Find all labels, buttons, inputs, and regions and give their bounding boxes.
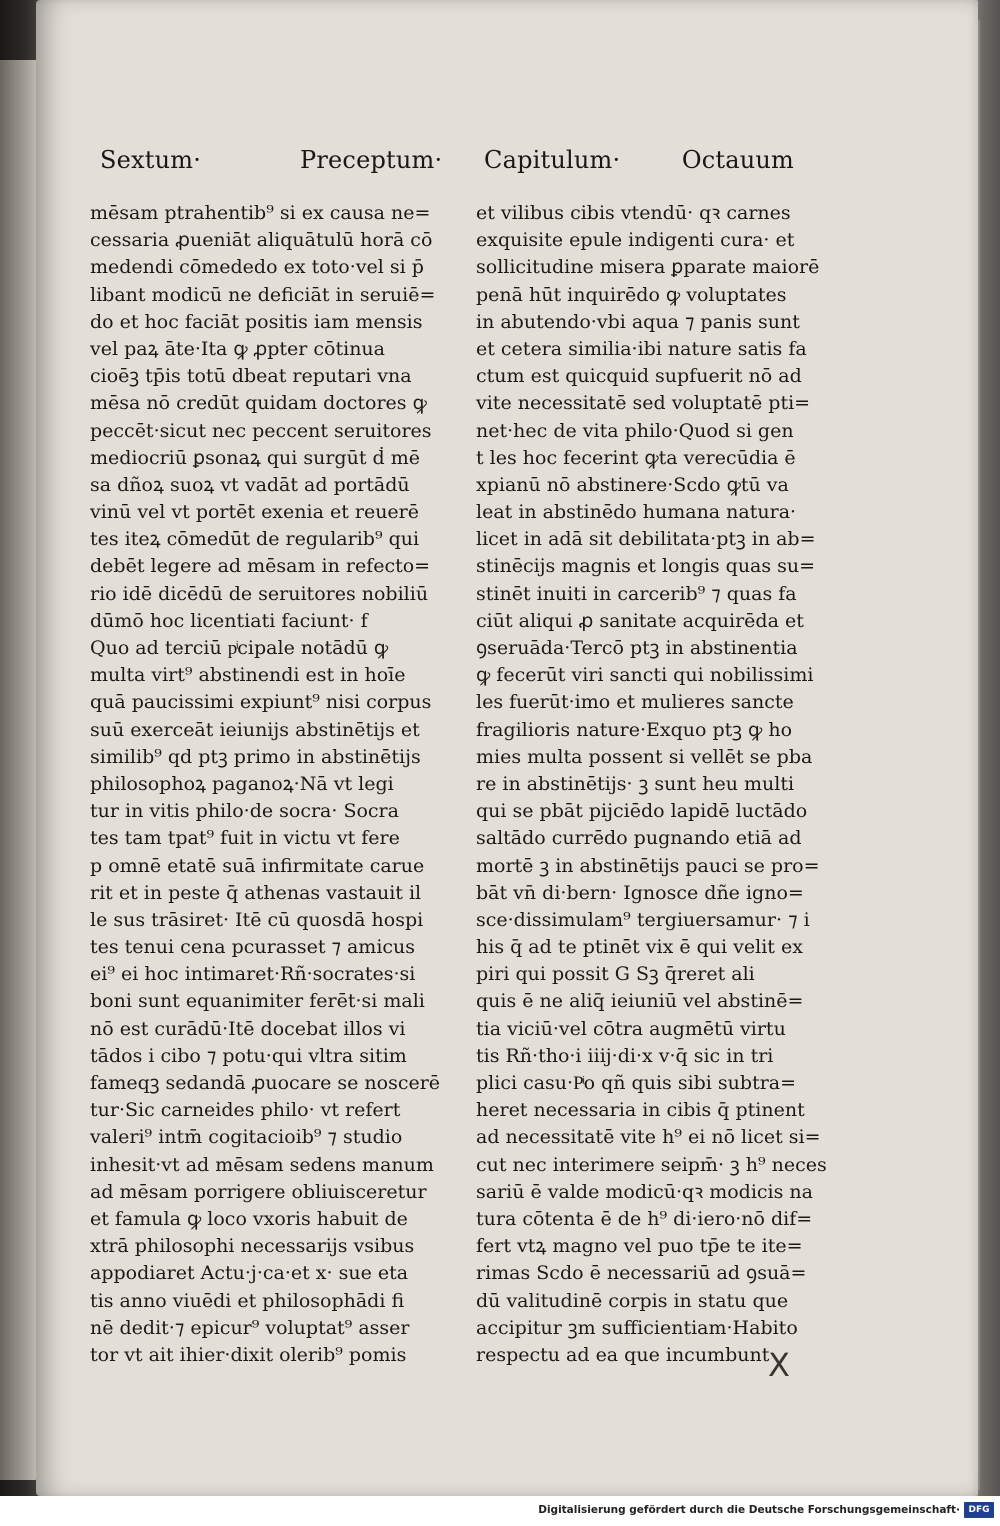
text-line: suū exerceāt ieiunijs abstinētijs et [90,718,420,741]
text-line: tādos i cibo ⁊ potu·qui vltra sitim [90,1044,407,1067]
text-line: qui se pbāt pijciēdo lapidē luctādo [476,800,808,823]
text-line: sce·dissimulam⁹ tergiuersamur· ⁊ i [476,908,810,931]
text-line: nē dedit·⁊ epicur⁹ voluptat⁹ asser [90,1316,410,1339]
text-line: licet in adā sit debilitata·ptꝫ in ab= [476,528,816,551]
text-line: fert vtꝝ magno vel puo tp̄e te ite= [476,1235,803,1258]
text-line: xpianū nō abstinere·Scdo ꝙtū va [476,473,789,496]
text-line: mēsam ptrahentib⁹ si ex causa ne= [90,202,431,224]
running-header-right [484,146,794,186]
text-line: libant modicū ne deficiāt in seruiē= [90,283,436,306]
text-line: plici casu·Pͥo qñ quis sibi subtra= [476,1072,797,1094]
text-line: similib⁹ qd ptꝫ primo in abstinētijs [90,745,421,768]
text-line: re in abstinētijs· ꝫ sunt heu multi [476,772,795,795]
text-line: et famula ꝙ loco vxoris habuit de [90,1207,408,1230]
text-line: vite necessitatē sed voluptatē pti= [476,392,811,415]
text-line: mēsa nō credūt quidam doctores ꝙ [90,392,427,415]
text-column-left [90,200,441,1369]
text-line: rit et in peste q̄ athenas vastauit il [90,881,422,904]
text-line: rimas Scdo ē necessariū ad ꝯsuā= [476,1262,807,1285]
text-line: sa dñoꝝ suoꝝ vt vadāt ad portādū [90,473,410,496]
text-line: boni sunt equanimiter ferēt·si mali [90,990,425,1013]
text-line: penā hūt inquirēdo ꝙ voluptates [476,283,787,306]
text-line: tes iteꝝ cōmedūt de regularib⁹ qui [90,528,420,551]
text-line: heret necessaria in cibis q̄ ptinent [476,1099,805,1122]
text-line: p omnē etatē suā infirmitate carue [90,854,425,877]
text-line: net·hec de vita philo·Quod si gen [476,419,794,442]
text-line: stinēt inuiti in carcerib⁹ ⁊ quas fa [476,582,797,605]
text-line: debēt legere ad mēsam in refecto= [90,555,431,578]
text-column-right [476,200,827,1369]
dfg-logo: DFG [964,1502,994,1518]
header-octauum: Octauum [681,146,794,174]
text-line: saltādo currēdo pugnando etiā ad [476,827,802,850]
text-line: multa virt⁹ abstinendi est in hoīe [90,664,406,687]
text-line: medendi cōmededo ex toto·vel si p̄ [90,256,424,279]
text-line: ciūt aliqui ꝓ sanitate acquirēda et [476,609,804,632]
text-line: nō est curādū·Itē docebat illos vi [90,1017,406,1040]
text-line: leat in abstinēdo humana natura· [476,501,797,524]
text-line: ꝯseruāda·Tercō ptꝫ in abstinentia [476,637,798,659]
text-line: tur in vitis philo·de socra· Socra [90,800,399,823]
digitization-footer [0,1496,1000,1526]
text-line: les fuerūt·imo et mulieres sancte [476,691,794,714]
text-line: cessaria ꝓueniāt aliquātulū horā cō [90,229,433,252]
signature-mark: X [768,1346,790,1384]
text-line: valeri⁹ intm̄ cogitacioib⁹ ⁊ studio [90,1126,403,1149]
text-line: tor vt ait ihier·dixit olerib⁹ pomis [90,1343,407,1366]
text-line: tur·Sic carneides philo· vt refert [90,1099,401,1122]
text-line: tis anno viuēdi et philosophādi fi [90,1289,405,1312]
text-line: dū valitudinē corpis in statu que [476,1289,789,1312]
text-line: xtrā philosophi necessarijs vsibus [90,1235,415,1258]
funding-notice: Digitalisierung gefördert durch die Deutsche Forschungsgemeinschaft· [538,1504,960,1516]
facing-page-sliver [0,60,40,1480]
running-header-left [100,146,443,186]
text-line: tura cōtenta ē de h⁹ di·iero·nō dif= [476,1207,813,1230]
text-line: rio idē dicēdū de seruitores nobiliū [90,582,429,605]
text-line: mediocriū ꝑsonaꝝ qui surgūt ḋ mē [90,446,420,469]
header-sextum: Sextum· [100,146,202,174]
text-line: ad mēsam porrigere obliuisceretur [90,1180,427,1203]
text-line: Quo ad terciū pͥcipale notādū ꝙ [90,637,389,659]
text-line: tes tam tpat⁹ fuit in victu vt fere [90,827,400,850]
header-capitulum: Capitulum· [484,146,621,174]
text-line: fragilioris nature·Exquo ptꝫ ꝙ ho [476,718,793,741]
text-line: appodiaret Actu·j·ca·et x· sue eta [90,1262,409,1285]
text-line: et cetera similia·ibi nature satis fa [476,337,807,360]
text-line: respectu ad ea que incumbunt [476,1343,770,1366]
text-line: sariū ē valde modicū·qꝛ modicis na [476,1180,813,1203]
text-line: ei⁹ ei hoc intimaret·Rñ·socrates·si [90,963,416,986]
text-line: fameqꝫ sedandā ꝓuocare se noscerē [90,1072,441,1094]
text-line: mies multa possent si vellēt se pba [476,745,813,768]
text-line: bāt vn̄ di·bern· Ignosce dñe igno= [476,881,804,904]
text-line: accipitur ꝫm sufficientiam·Habito [476,1316,798,1339]
text-line: piri qui possit G Sꝫ q̄reret ali [476,963,755,986]
text-line: vel paꝝ āte·Ita ꝙ ꝓpter cōtinua [90,337,385,360]
text-line: stinēcijs magnis et longis quas su= [476,555,816,578]
text-line: philosophoꝝ paganoꝝ·Nā vt legi [90,772,394,795]
text-line: ad necessitatē vite h⁹ ei nō licet si= [476,1126,821,1149]
text-line: t les hoc fecerint ꝙta verecūdia ē [476,446,796,469]
text-line: peccēt·sicut nec peccent seruitores [90,419,432,442]
text-line: cut nec interimere seipm̄· ꝫ h⁹ neces [476,1153,827,1176]
text-line: cioēꝫ tp̄is totū dbeat reputari vna [90,365,412,388]
text-line: sollicitudine misera ꝑparate maiorē [476,256,820,279]
text-line: tia viciū·vel cōtra augmētū virtu [476,1017,786,1040]
text-line: do et hoc faciāt positis iam mensis [90,310,423,333]
text-line: vinū vel vt portēt exenia et reuerē [90,501,420,524]
text-line: inhesit·vt ad mēsam sedens manum [90,1153,434,1176]
text-line: quis ē ne aliq̄ ieiuniū vel abstinē= [476,990,804,1013]
text-line: le sus trāsiret· Itē cū quosdā hospi [90,908,424,931]
text-line: et vilibus cibis vtendū· qꝛ carnes [476,202,791,224]
text-line: quā paucissimi expiunt⁹ nisi corpus [90,691,432,714]
text-line: tes tenui cena pcurasset ⁊ amicus [90,936,416,959]
text-line: ctum est quicquid supfuerit nō ad [476,365,802,388]
header-preceptum: Preceptum· [300,146,443,174]
text-line: tis Rñ·tho·i iiij·di·x v·q̄ sic in tri [476,1044,774,1067]
text-line: his q̄ ad te ptinēt vix ē qui velit ex [476,936,803,959]
text-line: in abutendo·vbi aqua ⁊ panis sunt [476,310,800,333]
text-line: ꝙ fecerūt viri sancti qui nobilissimi [476,664,814,687]
text-line: mortē ꝫ in abstinētijs pauci se pro= [476,854,820,877]
text-line: dūmō hoc licentiati faciunt· f [90,609,368,632]
text-line: exquisite epule indigenti cura· et [476,229,795,252]
